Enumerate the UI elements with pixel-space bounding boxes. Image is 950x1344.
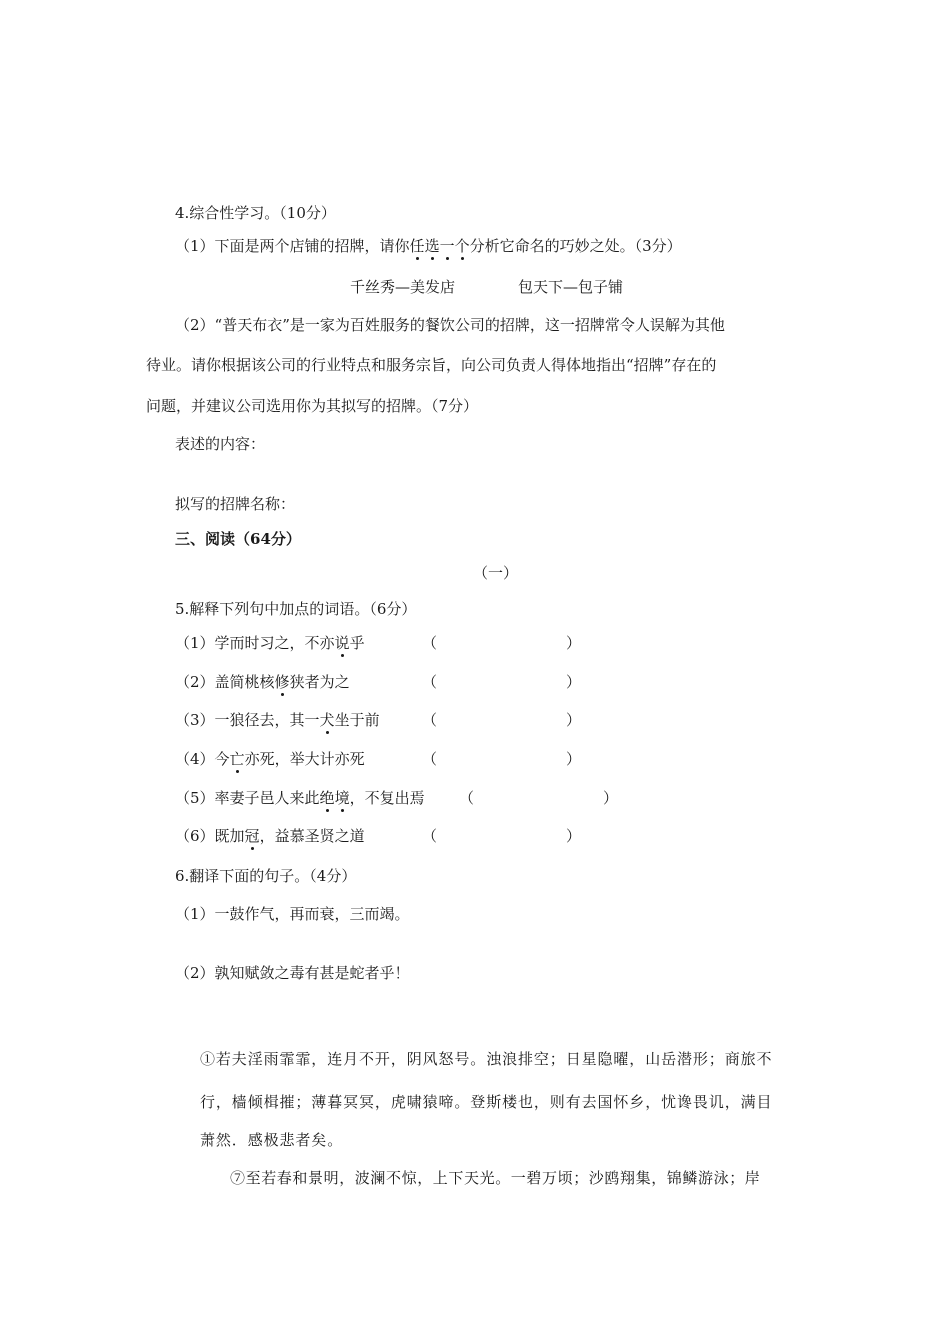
answer-close-paren: ） [566, 827, 582, 845]
answer-open-paren: （ [422, 634, 438, 652]
sign-name-label: 拟写的招牌名称： [175, 495, 296, 513]
item-text: 亦死，举大计亦死 [244, 750, 365, 768]
q5-item-4 [175, 749, 365, 769]
q5-heading: 5.解释下列句中加点的词语。（6分） [175, 600, 417, 618]
item-text: ，益慕圣贤之道 [259, 827, 365, 845]
emphasis-char: 任 [409, 237, 425, 255]
q5-item-2 [175, 672, 350, 692]
passage-p1-line3: 萧然．感极悲者矣。 [200, 1131, 344, 1149]
emphasis-char: 选 [424, 237, 440, 255]
shop-sign-1: 千丝秀—美发店 [350, 278, 456, 296]
q4-part2-line3: 问题，并建议公司选用你为其拟写的招牌。（7分） [146, 397, 479, 415]
answer-open-paren: （ [422, 827, 438, 845]
answer-open-paren: （ [422, 750, 438, 768]
answer-close-paren: ） [566, 634, 582, 652]
q4-part2-line1: （2）“普天布衣”是一家为百姓服务的餐饮公司的招牌，这一招牌常令人误解为其他 [175, 316, 725, 334]
q5-item-1 [175, 633, 365, 653]
emphasis-char: 境 [334, 789, 350, 807]
item-text: （2）盖简桃核 [175, 673, 275, 691]
q6-sentence-1: （1）一鼓作气，再而衰，三而竭。 [175, 905, 410, 923]
q5-item-5 [175, 788, 425, 808]
emphasis-char: 亡 [229, 750, 245, 768]
emphasis-char: 一 [439, 237, 455, 255]
q4-heading: 4.综合性学习。（10分） [175, 204, 336, 222]
part-label: （一） [473, 564, 519, 582]
answer-close-paren: ） [566, 750, 582, 768]
passage-p1-line2: 行，樯倾楫摧；薄暮冥冥，虎啸猿啼。登斯楼也，则有去国怀乡，忧谗畏讥，满目 [200, 1093, 773, 1111]
answer-open-paren: （ [422, 711, 438, 729]
item-text: （1）学而时习之，不亦 [175, 634, 335, 652]
q4-part2-line2: 待业。请你根据该公司的行业特点和服务宗旨，向公司负责人得体地指出“招牌”存在的 [146, 356, 717, 374]
answer-open-paren: （ [422, 673, 438, 691]
emphasis-char: 修 [274, 673, 290, 691]
passage-p1-line1: ①若夫淫雨霏霏，连月不开，阴风怒号。浊浪排空；日星隐曜，山岳潜形；商旅不 [200, 1050, 773, 1068]
item-text: 坐于前 [334, 711, 380, 729]
q6-heading: 6.翻译下面的句子。（4分） [175, 867, 357, 885]
emphasis-char: 犬 [319, 711, 335, 729]
shop-sign-2: 包天下—包子铺 [518, 278, 624, 296]
q5-item-3 [175, 710, 380, 730]
item-text: ，不复出焉 [349, 789, 425, 807]
item-text: 狭者为之 [289, 673, 350, 691]
passage-p2-line1: ⑦至若春和景明，波澜不惊，上下天光。一碧万顷；沙鸥翔集，锦鳞游泳；岸 [230, 1169, 761, 1187]
q4-part1-after: 分析它命名的巧妙之处。（3分） [469, 237, 682, 255]
q4-part1 [175, 236, 682, 256]
item-text: （6）既加 [175, 827, 245, 845]
q4-part1-before: （1）下面是两个店铺的招牌，请你 [175, 237, 410, 255]
item-text: （5）率妻子邑人来此 [175, 789, 320, 807]
emphasis-char: 个 [454, 237, 470, 255]
express-label: 表述的内容： [175, 435, 266, 453]
emphasis-char: 说 [334, 634, 350, 652]
item-text: （4）今 [175, 750, 230, 768]
q6-sentence-2: （2）孰知赋敛之毒有甚是蛇者乎！ [175, 964, 410, 982]
emphasis-char: 绝 [319, 789, 335, 807]
q5-item-6 [175, 826, 365, 846]
section-heading: 三、阅读（64分） [175, 530, 301, 548]
answer-close-paren: ） [566, 673, 582, 691]
item-text: （3）一狼径去，其一 [175, 711, 320, 729]
answer-open-paren: （ [459, 789, 475, 807]
item-text: 乎 [349, 634, 365, 652]
answer-close-paren: ） [603, 789, 619, 807]
emphasis-char: 冠 [244, 827, 260, 845]
answer-close-paren: ） [566, 711, 582, 729]
